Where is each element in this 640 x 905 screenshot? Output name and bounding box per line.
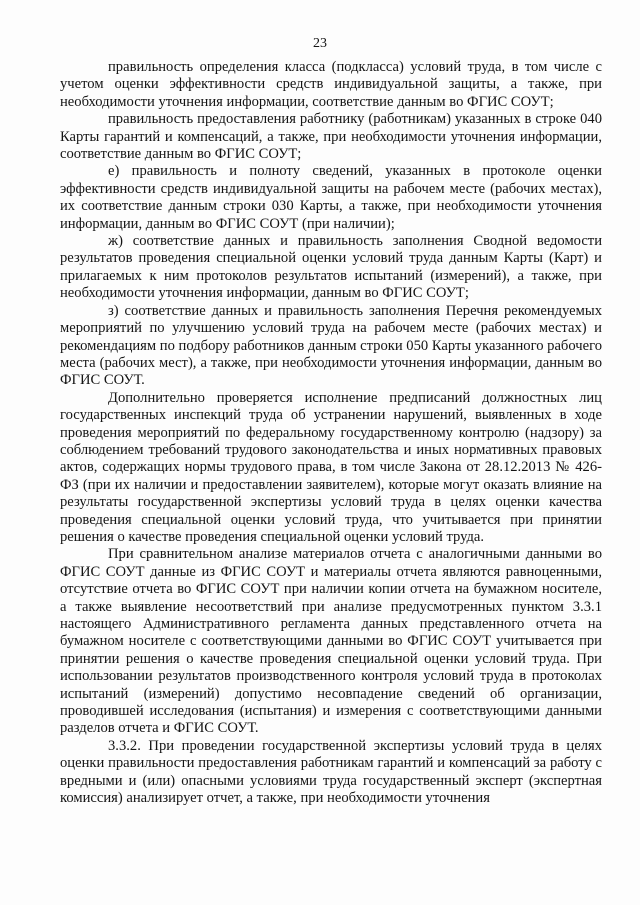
paragraph: правильность определения класса (подкласса) условий труда, в том числе с учетом оценки эффективности средств индивидуальной защиты, а также, при необходимости уточнения информации, соответствие данным во ФГИС СОУТ;: [60, 59, 602, 110]
paragraph: з) соответствие данных и правильность заполнения Перечня рекомендуемых мероприятий по улучшению условий труда на рабочем месте (рабочих местах) и рекомендациям по подбору работников данным строки 050 Карты указанного рабочего места (рабочих мест), а также, при необходимости уточнения информации, данным во ФГИС СОУТ.: [60, 302, 603, 389]
paragraph: 3.3.2. При проведении государственной экспертизы условий труда в целях оценки правильности предоставления работникам гарантий и компенсаций за работу с вредными и (или) опасными условиями труда государственный эксперт (экспертная комиссия) анализирует отчет, а также, при необходимости уточнения: [60, 737, 602, 807]
document-body: [60, 59, 602, 807]
page-number: 23: [313, 36, 327, 51]
paragraph: правильность предоставления работнику (работникам) указанных в строке 040 Карты гарантий и компенсаций, а также, при необходимости уточнения информации, соответствие данным во ФГИС СОУТ;: [60, 111, 602, 163]
paragraph: е) правильность и полноту сведений, указанных в протоколе оценки эффективности средств индивидуальной защиты на рабочем месте (рабочих местах), их соответствие данным строки 030 Карты, а также, при необходимости уточнения информации, данным во ФГИС СОУТ (при наличии);: [60, 163, 602, 232]
paragraph: Дополнительно проверяется исполнение предписаний должностных лиц государственных инспекций труда об устранении нарушений, выявленных в ходе проведения мероприятий по федеральному государственному контролю (надзору) за соблюдением требований трудового законодательства и иных нормативных правовых актов, содержащих нормы трудового права, в том числе Закона от 28.12.2013 № 426-ФЗ (при их наличии и предоставлении заявителем), которые могут оказать влияние на результаты государственной экспертизы условий труда в целях оценки качества проведения специальной оценки условий труда, что учитывается при принятии решения о качестве проведения специальной оценки условий труда.: [60, 389, 602, 545]
paragraph: При сравнительном анализе материалов отчета с аналогичными данными во ФГИС СОУТ данные из ФГИС СОУТ и материалы отчета являются равноценными, отсутствие отчета во ФГИС СОУТ при наличии копии отчета на бумажном носителе, а также выявление несоответствий при анализе предусмотренных пунктом 3.3.1 настоящего Административного регламента данных представленного отчета на бумажном носителе с соответствующими данными во ФГИС СОУТ учитывается при принятии решения о качестве проведения специальной оценки условий труда. При использовании результатов производственного контроля условий труда в протоколах испытаний (измерений) допустимо несовпадение сведений об организации, проводившей исследования (испытания) и измерения с соответствующими данными разделов отчета и ФГИС СОУТ.: [60, 546, 602, 737]
paragraph: ж) соответствие данных и правильность заполнения Сводной ведомости результатов проведения специальной оценки условий труда данным Карты (Карт) и прилагаемых к ним протоколов результатов испытаний (измерений), а также, при необходимости уточнения информации, данным во ФГИС СОУТ;: [60, 233, 602, 302]
